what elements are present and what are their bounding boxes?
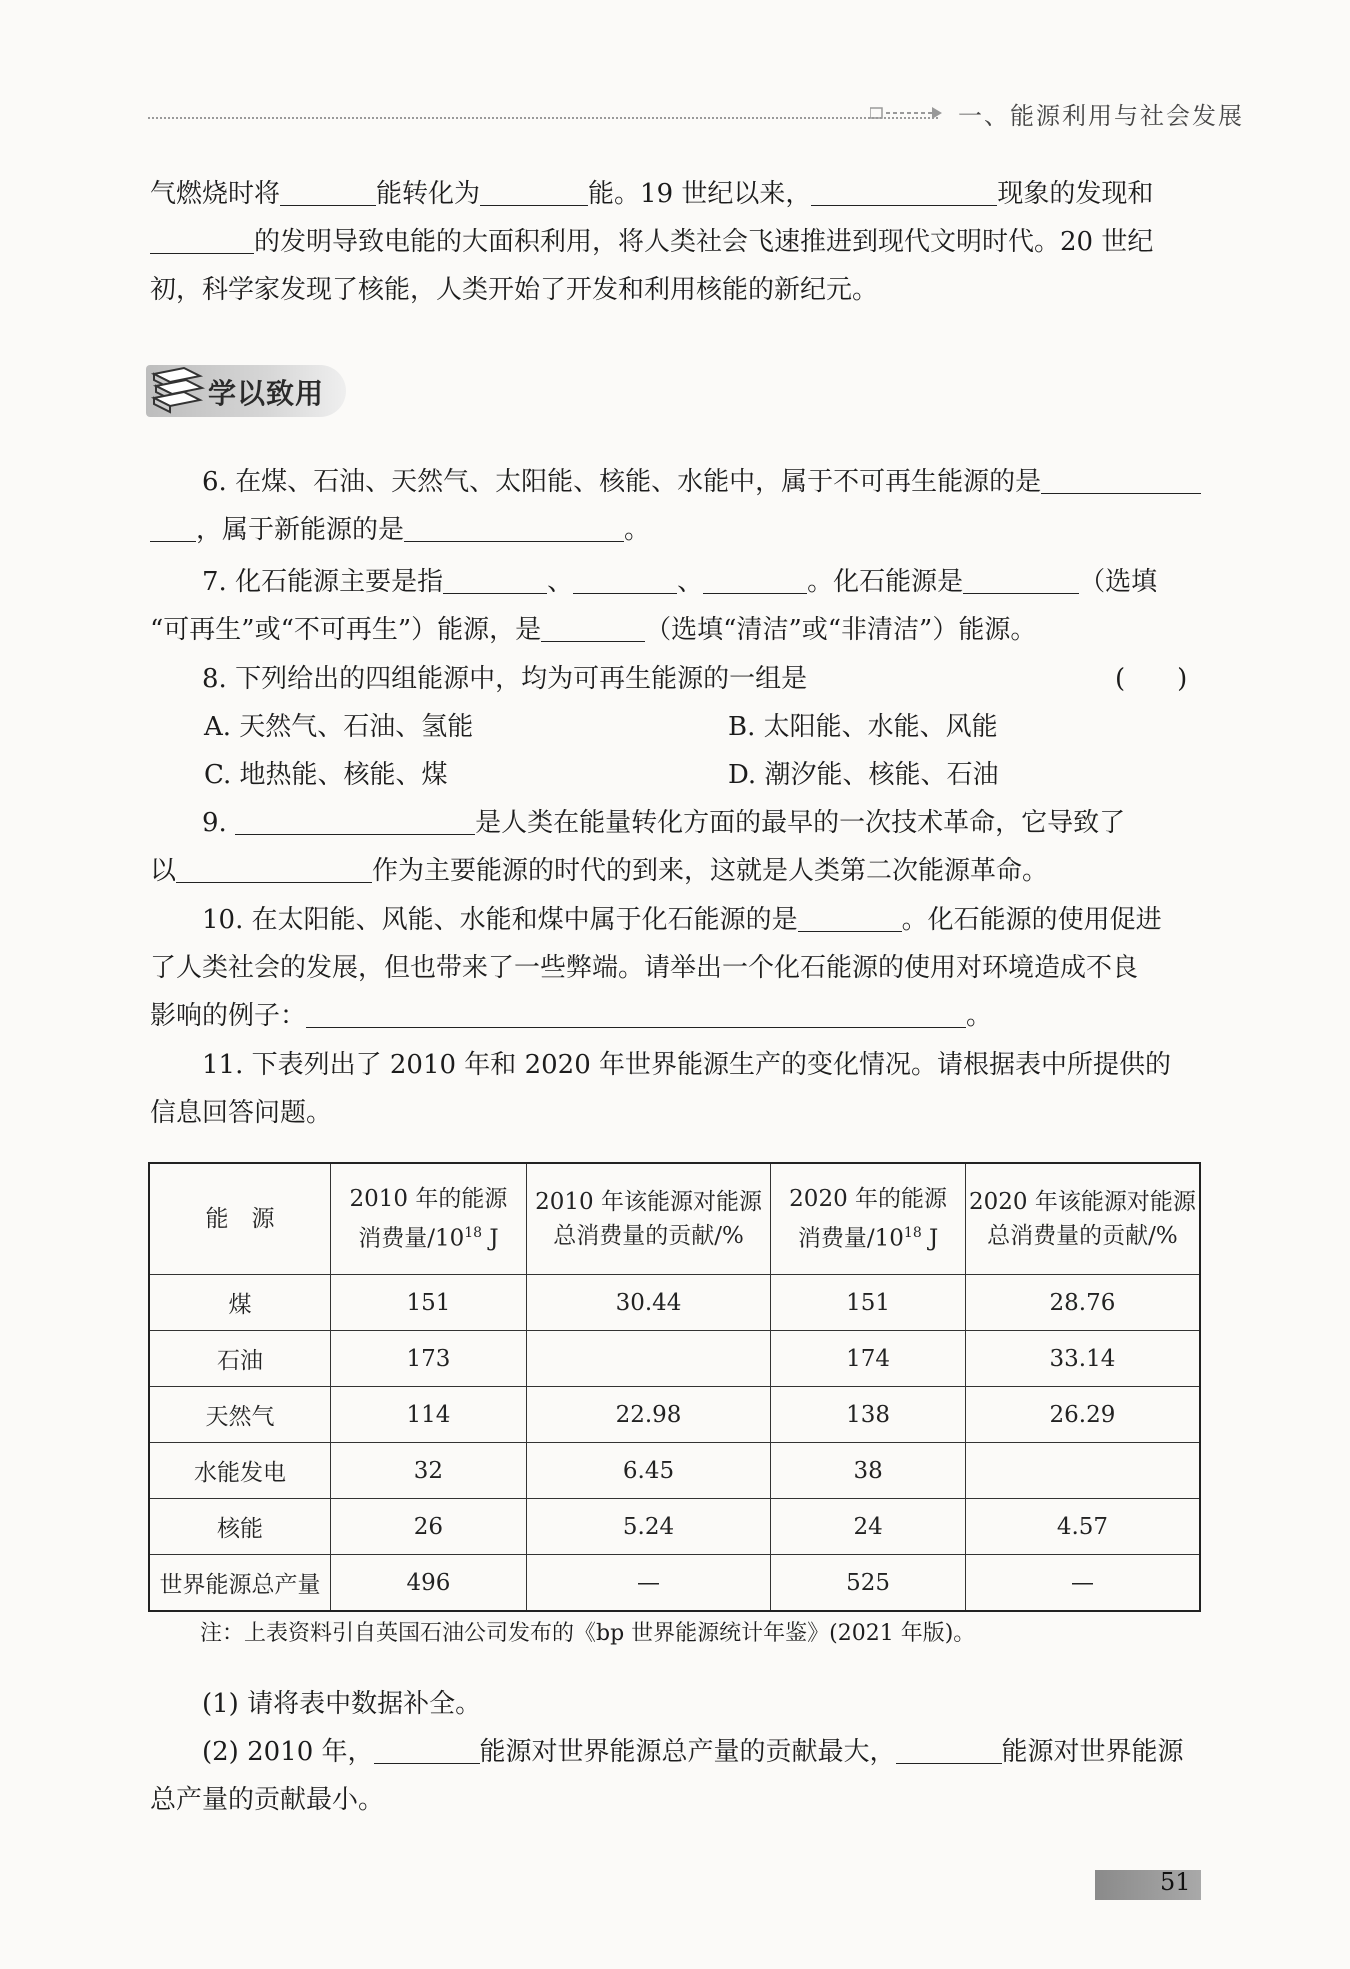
cell-name: 煤 (149, 1275, 331, 1331)
answer-blank[interactable] (703, 563, 807, 594)
answer-blank[interactable] (176, 852, 372, 883)
answer-blank[interactable] (404, 511, 624, 542)
question-11: 11. 下表列出了 2010 年和 2020 年世界能源生产的变化情况。请根据表中所提供的 信息回答问题。 (150, 1050, 1172, 1128)
question-11-subparts: (1) 请将表中数据补全。 (2) 2010 年， 能源对世界能源总产量的贡献最大， 能源对世界能源 总产量的贡献最小。 (150, 1689, 1184, 1815)
table-note: 注：上表资料引自英国石油公司发布的《bp 世界能源统计年鉴》(2021 年版)。 (200, 1621, 976, 1646)
answer-blank[interactable] (811, 175, 997, 206)
answer-blank[interactable] (963, 563, 1079, 594)
table-row (149, 1331, 1200, 1387)
answer-blank[interactable] (798, 901, 902, 932)
answer-blank[interactable] (896, 1733, 1002, 1764)
answer-blank[interactable] (306, 997, 966, 1028)
table-row (149, 1275, 1200, 1331)
answer-parentheses[interactable]: ( ) (1115, 664, 1188, 694)
cell-value: 5.24 (526, 1499, 770, 1555)
cell-value: 151 (331, 1275, 527, 1331)
answer-blank[interactable] (374, 1733, 480, 1764)
answer-blank[interactable] (1041, 463, 1201, 494)
table-header-row (149, 1163, 1200, 1275)
section-title: 学以致用 (208, 377, 325, 410)
cell-value: 4.57 (965, 1499, 1200, 1555)
table-row (149, 1387, 1200, 1443)
answer-blank[interactable] (280, 175, 376, 206)
header-2010-consumption: 2010 年的能源 消费量$/10^{18}$ J (331, 1163, 527, 1275)
question-10: 10. 在太阳能、风能、水能和煤中属于化石能源的是 。化石能源的使用促进 了人类社会的发展，但也带来了一些弊端。请举出一个化石能源的使用对环境造成不良 影响的例子： 。 (150, 896, 1200, 1040)
question-7: 7. 化石能源主要是指 、 、 。化石能源是 （选填 “可再生”或“不可再生”）能源，是 （选填“清洁”或“非清洁”）能源。 (150, 558, 1200, 654)
option-d[interactable]: D. 潮汐能、核能、石油 (728, 760, 999, 790)
option-a[interactable]: A. 天然气、石油、氢能 (204, 712, 474, 742)
cell-value: 525 (771, 1555, 966, 1612)
table-row (149, 1499, 1200, 1555)
chapter-title: 一、能源利用与社会发展 (958, 102, 1244, 130)
answer-blank[interactable] (150, 223, 254, 254)
cell-value: 174 (771, 1331, 966, 1387)
page-number: 51 (1160, 1868, 1191, 1896)
cell-value: 24 (771, 1499, 966, 1555)
header-arrow-decoration-icon (870, 100, 960, 126)
header-2020-consumption: 2020 年的能源 消费量$/10^{18}$ J (771, 1163, 966, 1275)
header-2020-share: 2020 年该能源对能源 总消费量的贡献/% (965, 1163, 1200, 1275)
table-row (149, 1443, 1200, 1499)
cell-name: 核能 (149, 1499, 331, 1555)
cell-value: 38 (771, 1443, 966, 1499)
cell-value: 33.14 (965, 1331, 1200, 1387)
answer-blank[interactable] (573, 563, 677, 594)
option-c[interactable]: C. 地热能、核能、煤 (204, 760, 448, 790)
answer-blank[interactable] (443, 563, 547, 594)
cell-value: 138 (771, 1387, 966, 1443)
books-icon (150, 360, 208, 418)
cell-value: 173 (331, 1331, 527, 1387)
question-9: 9. 是人类在能量转化方面的最早的一次技术革命，它导致了 以 作为主要能源的时代的到来，这就是人类第二次能源革命。 (150, 799, 1200, 895)
question-6: 6. 在煤、石油、天然气、太阳能、核能、水能中，属于不可再生能源的是 ，属于新能源的是 。 (150, 458, 1200, 554)
cell-value: 151 (771, 1275, 966, 1331)
cell-blank-to-fill[interactable] (965, 1443, 1200, 1499)
cell-value: 114 (331, 1387, 527, 1443)
option-b[interactable]: B. 太阳能、水能、风能 (728, 712, 998, 742)
cell-value: — (965, 1555, 1200, 1612)
cell-value: 496 (331, 1555, 527, 1612)
header-energy: 能 源 (149, 1163, 331, 1275)
table-row (149, 1555, 1200, 1612)
cell-name: 天然气 (149, 1387, 331, 1443)
cell-value: 6.45 (526, 1443, 770, 1499)
cell-value: 28.76 (965, 1275, 1200, 1331)
cell-value: 30.44 (526, 1275, 770, 1331)
header-2010-share: 2010 年该能源对能源 总消费量的贡献/% (526, 1163, 770, 1275)
cell-value: 26 (331, 1499, 527, 1555)
cell-name: 石油 (149, 1331, 331, 1387)
answer-blank[interactable] (541, 611, 645, 642)
cell-blank-to-fill[interactable] (526, 1331, 770, 1387)
question-8: 8. 下列给出的四组能源中，均为可再生能源的一组是 (202, 664, 808, 694)
energy-table (148, 1162, 1201, 1612)
cell-value: 32 (331, 1443, 527, 1499)
cell-value: 26.29 (965, 1387, 1200, 1443)
answer-blank[interactable] (480, 175, 588, 206)
cell-value: 22.98 (526, 1387, 770, 1443)
answer-blank[interactable] (235, 804, 475, 835)
intro-paragraph: 气燃烧时将 能转化为 能。19 世纪以来， 现象的发现和 的发明导致电能的大面积利用，将人类社会飞速推进到现代文明时代。20 世纪 初，科学家发现了核能，人类开始了开发和利用核能的新纪元。 (150, 170, 1200, 314)
cell-value: — (526, 1555, 770, 1612)
header-rule (148, 117, 938, 119)
cell-name: 世界能源总产量 (149, 1555, 331, 1612)
answer-blank[interactable] (150, 511, 196, 542)
cell-name: 水能发电 (149, 1443, 331, 1499)
